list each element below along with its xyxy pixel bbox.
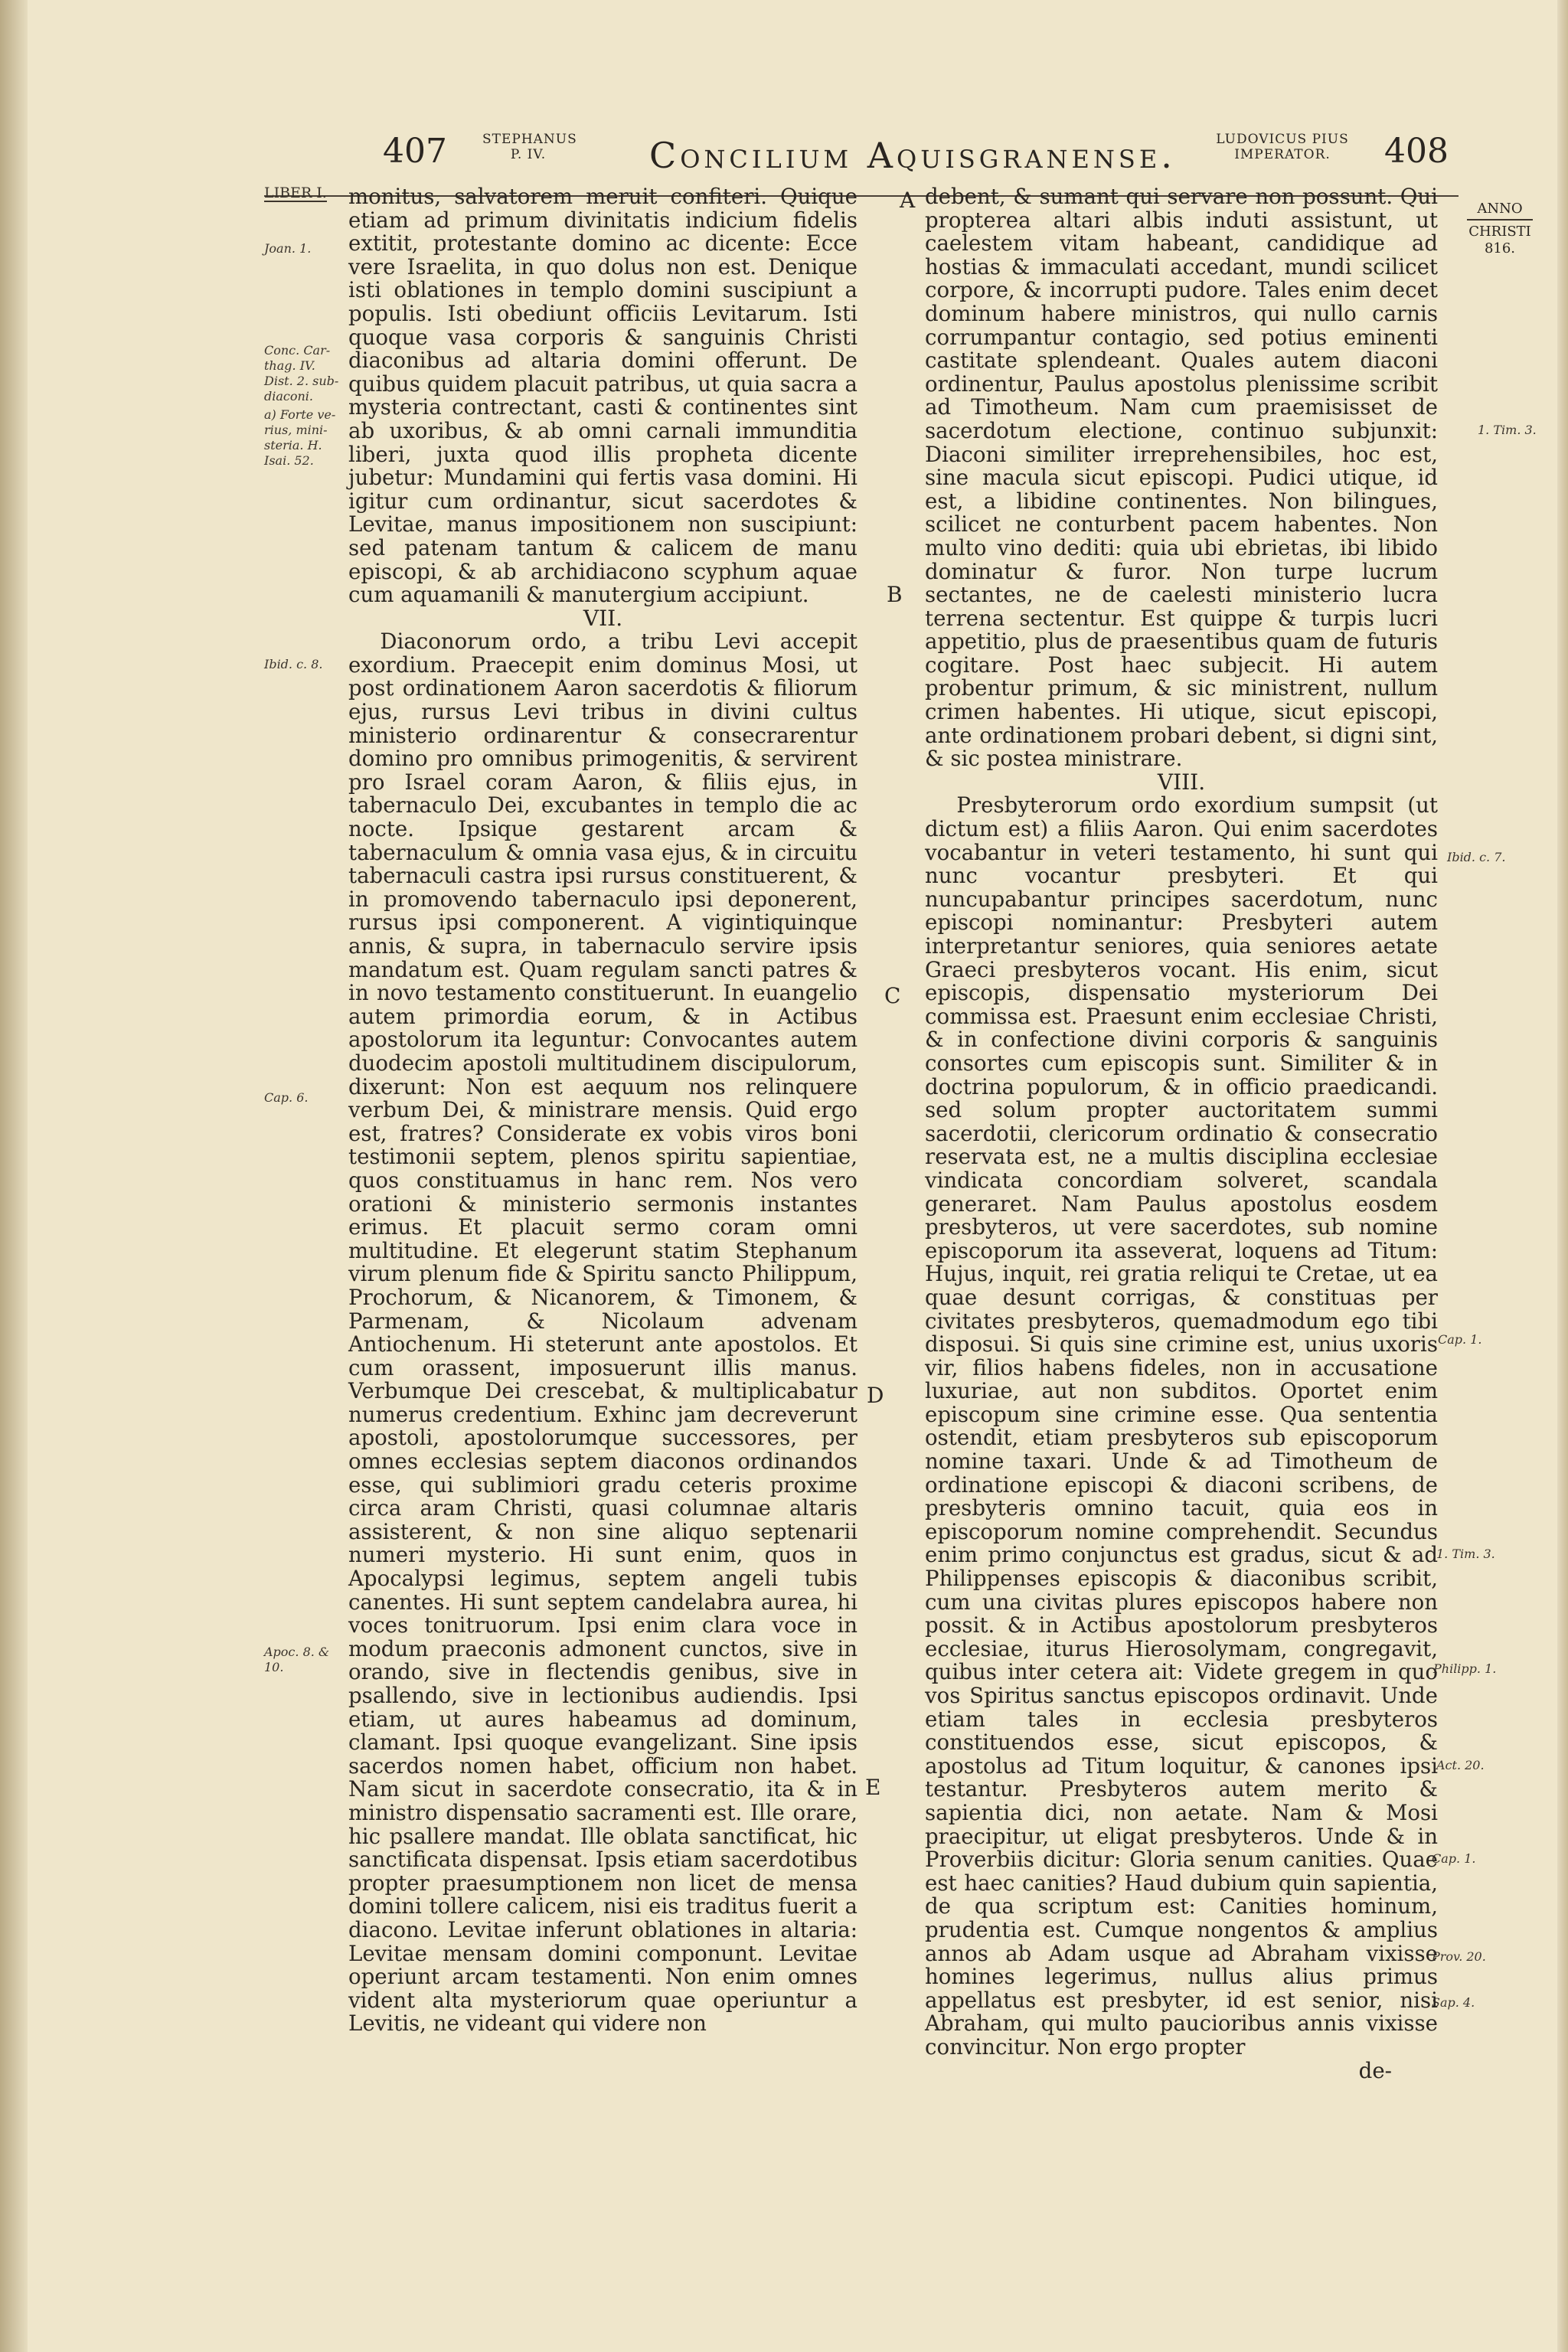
right-running-head: [1210, 132, 1355, 162]
margin-note: diaconi.: [264, 389, 313, 403]
section-letter: D: [867, 1383, 884, 1408]
margin-note: 1. Tim. 3.: [1436, 1547, 1495, 1561]
margin-note: thag. IV.: [264, 358, 315, 373]
right-page-number: 408: [1384, 132, 1449, 171]
section-number: VIII.: [1157, 769, 1206, 795]
right-text-column: [925, 185, 1438, 2082]
margin-note: a) Forte ve-: [264, 407, 336, 422]
margin-note: Dist. 2. sub-: [264, 374, 339, 388]
running-head-line: IMPERATOR.: [1234, 147, 1331, 162]
margin-note: Conc. Car-: [264, 343, 331, 358]
anno-christi-box: [1462, 201, 1537, 257]
running-head-line: LUDOVICUS PIUS: [1216, 132, 1349, 147]
left-page-number: 407: [383, 132, 447, 171]
margin-note: Cap. 1.: [1432, 1851, 1476, 1866]
margin-note: rius, mini-: [264, 423, 328, 437]
margin-note: Philipp. 1.: [1433, 1661, 1497, 1676]
liber-label: LIBER I.: [264, 185, 327, 201]
page-gutter: [0, 0, 28, 2352]
anno-label: ANNO: [1477, 201, 1523, 217]
running-head-line: STEPHANUS: [482, 132, 577, 147]
anno-divider: [1467, 219, 1533, 220]
left-text-column: [348, 185, 858, 2036]
margin-note: Ibid. c. 7.: [1447, 850, 1506, 864]
section-letter: B: [887, 582, 903, 607]
anno-year: 816.: [1484, 240, 1516, 256]
section-letter: C: [884, 983, 901, 1008]
running-head-line: P. IV.: [510, 147, 547, 162]
margin-note: Ibid. c. 8.: [264, 657, 323, 671]
margin-note: 10.: [264, 1660, 284, 1674]
margin-note: Apoc. 8. &: [264, 1645, 330, 1659]
margin-note: Joan. 1.: [264, 241, 312, 256]
paragraph: Diaconorum ordo, a tribu Levi accepit exordium. Praecepit enim dominus Mosi, ut post ordinationem Aaron sacerdotis & filiorum ejus, rursus Levi tribus in divini cultus ministerio ordinarentur & consecrarentur domino pro omnibus primogenitis, & servirent pro Israel coram Aaron, & filiis ejus, in tabernaculo Dei, excubantes in templo die ac nocte. Ipsique gestarent arcam & tabernaculum & omnia vasa ejus, & in circuitu tabernaculi castra ipsi rursus constituerent, & in promovendo tabernaculo ipsi deponerent, rursus ipsi componerent. A vigintiquinque annis, & supra, in tabernaculo servire ipsis mandatum est. Quam regulam sancti patres & in novo testamento constituerunt. In euangelio autem primordia eorum, & in Actibus apostolorum ita leguntur: Convocantes autem duodecim apostoli multitudinem discipulorum, dixerunt: Non est aequum nos relinquere verbum Dei, & ministrare mensis. Quid ergo est, fratres? Considerate ex vobis viros boni testimonii septem, plenos spiritu sapientiae, quos constituamus in hanc rem. Nos vero orationi & ministerio sermonis instantes erimus. Et placuit sermo coram omni multitudine. Et elegerunt statim Stephanum virum plenum fide & Spiritu sancto Philippum, Prochorum, & Nicanorem, & Timonem, & Parmenam, & Nicolaum advenam Antiochenum. Hi steterunt ante apostolos. Et cum orassent, imposuerunt illis manus. Verbumque Dei crescebat, & multiplicabatur numerus credentium. Exhinc jam decreverunt apostoli, apostolorumque successores, per omnes ecclesias septem diaconos ordinandos esse, qui sublimiori gradu ceteris proxime circa aram Christi, quasi columnae altaris assisterent, & non sine aliquo septenarii numeri mysterio. Hi sunt enim, quos in Apocalypsi legimus, septem angeli tubis canentes. Hi sunt septem candelabra aurea, hi voces tonitruorum. Ipsi enim clara voce in modum praeconis admonent cunctos, sive in orando, sive in flectendis genibus, sive in psallendo, sive in lectionibus audiendis. Ipsi etiam, ut aures habeamus ad dominum, clamant. Ipsi quoque evangelizant. Sine ipsis sacerdos nomen habet, officium non habet. Nam sicut in sacerdote consecratio, ita & in ministro dispensatio sacramenti est. Ille orare, hic psallere mandat. Ille oblata sanctificat, hic sanctificata dispensat. Ipsis etiam sacerdotibus propter praesumptionem non licet de mensa domini tollere calicem, nisi eis traditus fuerit a diacono. Levitae inferunt oblationes in altaria: Levitae mensam domini componunt. Levitae operiunt arcam testamenti. Non enim omnes vident alta mysteriorum quae operiuntur a Levitis, ne videant qui videre non: [348, 629, 858, 2037]
margin-note: 1. Tim. 3.: [1478, 423, 1537, 437]
margin-note: Sap. 4.: [1432, 1995, 1475, 2010]
catchword: de-: [1358, 2057, 1392, 2083]
section-number: VII.: [583, 605, 623, 631]
paragraph: debent, & sumant qui servare non possunt. Qui propterea altari albis induti assistunt, ut caelestem vitam habeant, candidique ad hostias & immaculati accedant, mundi scilicet corpore, & incorrupti pudore. Tales enim decet dominum habere ministros, qui nullo carnis corrumpantur contagio, sed potius eminenti castitate splendeant. Quales autem diaconi ordinentur, Paulus apostolus plenissime scribit ad Timotheum. Nam cum praemisisset de sacerdotum electione, continuo subjunxit: Diaconi similiter irreprehensibiles, hoc est, sine macula sicut episcopi. Pudici utique, id est, a libidine continentes. Non bilingues, scilicet ne conturbent pacem habentes. Non multo vino dediti: quia ubi ebrietas, ibi libido dominatur & furor. Non turpe lucrum sectantes, ne de caelesti ministerio lucra terrena sectentur. Est quippe & turpis lucri appetitio, plus de praesentibus quam de futuris cogitare. Post haec subjecit. Hi autem probentur primum, & sic ministrent, nullum crimen habentes. Hi utique, sicut episcopi, ante ordinationem probari debent, si digni sint, & sic postea ministrare.: [925, 184, 1438, 772]
section-letter: A: [900, 188, 916, 213]
anno-label: CHRISTI: [1468, 224, 1531, 240]
paragraph: Presbyterorum ordo exordium sumpsit (ut dictum est) a filiis Aaron. Qui enim sacerdotes vocabantur in veteri testamento, hi sunt qui nunc vocantur presbyteri. Et qui nuncupabantur principes sacerdotum, nunc episcopi nominantur: Presbyteri autem interpretantur seniores, quia seniores aetate Graeci presbyteros vocant. His enim, sicut episcopis, dispensatio mysteriorum Dei commissa est. Praesunt enim ecclesiae Christi, & in confectione divini corporis & sanguinis consortes cum episcopis sunt. Similiter & in doctrina populorum, & in officio praedicandi. sed solum propter auctoritatem summi sacerdotii, clericorum ordinatio & consecratio reservata est, ne a multis disciplina ecclesiae vindicata concordiam solveret, scandala generaret. Nam Paulus apostolus eosdem presbyteros, ut vere sacerdotes, sub nomine episcoporum ita asseverat, loquens ad Titum: Hujus, inquit, rei gratia reliqui te Cretae, ut ea quae desunt corrigas, & constituas per civitates presbyteros, quemadmodum ego tibi disposui. Si quis sine crimine est, unius uxoris vir, filios habens fideles, non in accusatione luxuriae, aut non subditos. Oportet enim episcopum sine crimine esse. Qua sententia ostendit, etiam presbyteros sub episcoporum nomine taxari. Unde & ad Timotheum de ordinatione episcopi & diaconi scribens, de presbyteris omnino tacuit, quia eos in episcoporum nomine comprehendit. Secundus enim primo conjunctus est gradus, sicut & ad Philippenses episcopis & diaconibus scribit, cum una civitas plures episcopos habere non possit. & in Actibus apostolorum presbyteros ecclesiae, iturus Hierosolymam, congregavit, quibus inter cetera ait: Videte gregem in quo vos Spiritus sanctus episcopos ordinavit. Unde etiam tales in ecclesia presbyteros constituendos esse, sicut episcopos, & apostolus ad Titum loquitur, & canones ipsi testantur. Presbyteros autem merito & sapientia dici, non aetate. Nam & Mosi praecipitur, ut eligat presbyteros. Unde & in Proverbiis dicitur: Gloria senum canities. Quae est haec canities? Haud dubium quin sapientia, de qua scriptum est: Canities hominum, prudentia est. Cumque nongentos & amplius annos ab Adam usque ad Abraham vixisse homines legerimus, nullus alius primus appellatus est presbyter, id est senior, nisi Abraham, qui multo paucioribus annis vixisse convincitur. Non ergo propter: [925, 792, 1438, 2060]
left-running-head: [482, 132, 577, 162]
section-letter: E: [865, 1775, 881, 1800]
margin-note: Cap. 6.: [264, 1090, 309, 1105]
margin-note: Act. 20.: [1436, 1758, 1485, 1772]
margin-note: steria. H.: [264, 438, 322, 452]
margin-note: Prov. 20.: [1432, 1949, 1486, 1964]
margin-note: Isai. 52.: [264, 453, 314, 468]
page-title: Concilium Aquisgranense.: [649, 135, 1176, 176]
paragraph: monitus, salvatorem meruit confiteri. Quique etiam ad primum divinitatis indicium fidelis extitit, protestante domino ac dicente: Ecce vere Israelita, in quo dolus non est. Denique isti oblationes in templo domini suscipiunt a populis. Isti obediunt officiis Levitarum. Isti quoque vasa corporis & sanguinis Christi diaconibus ad altaria domini offerunt. De quibus quidem placuit patribus, ut quia sacra a mysteria contrectant, casti & continentes sint ab uxoribus, & ab omni carnali immunditia liberi, juxta quod illis propheta dicente jubetur: Mundamini qui fertis vasa domini. Hi igitur cum ordinantur, sicut sacerdotes & Levitae, manus impositionem non suscipiunt: sed patenam tantum & calicem de manu episcopi, & ab archidiacono scyphum aquae cum aquamanili & manutergium accipiunt.: [348, 184, 858, 608]
margin-note: Cap. 1.: [1438, 1332, 1482, 1347]
page-edge: [1557, 0, 1568, 2352]
